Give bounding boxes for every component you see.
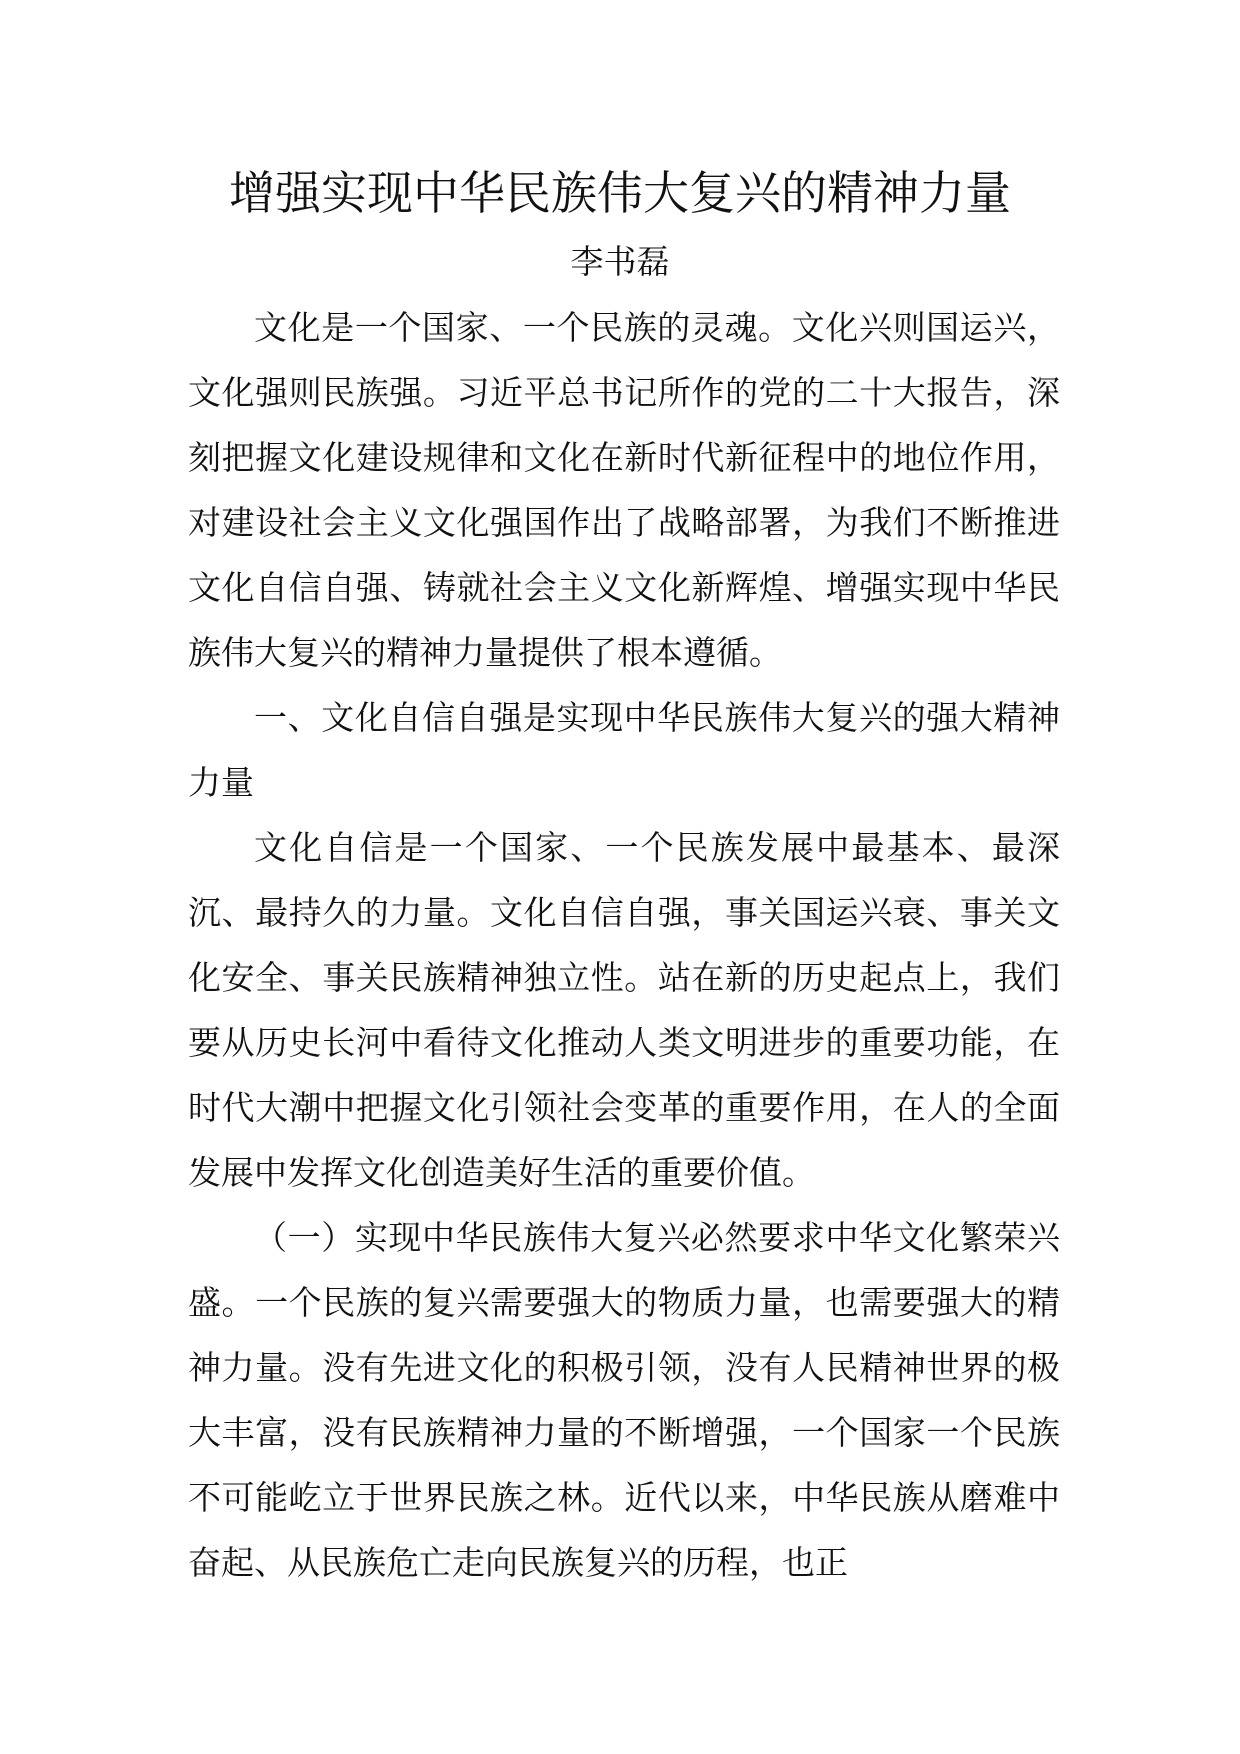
author-name: 李书磊 xyxy=(570,242,670,281)
paragraph-cultural-confidence: 文化自信是一个国家、一个民族发展中最基本、最深沉、最持久的力量。文化自信自强，事关国运兴衰、事关文化安全、事关民族精神独立性。站在新的历史起点上，我们要从历史长河中看待文化推动人类文明进步的重要功能，在时代大潮中把握文化引领社会变革的重要作用，在人的全面发展中发挥文化创造美好生活的重要价值。 xyxy=(188,828,1060,1192)
section-heading-1: 一、文化自信自强是实现中华民族伟大复兴的强大精神力量 xyxy=(188,698,1060,802)
paragraph-subsection-1: （一）实现中华民族伟大复兴必然要求中华文化繁荣兴盛。一个民族的复兴需要强大的物质力量，也需要强大的精神力量。没有先进文化的积极引领，没有人民精神世界的极大丰富，没有民族精神力量的不断增强，一个国家一个民族不可能屹立于世界民族之林。近代以来，中华民族从磨难中奋起、从民族危亡走向民族复兴的历程，也正 xyxy=(188,1218,1060,1582)
paragraph-intro: 文化是一个国家、一个民族的灵魂。文化兴则国运兴，文化强则民族强。习近平总书记所作的党的二十大报告，深刻把握文化建设规律和文化在新时代新征程中的地位作用，对建设社会主义文化强国作出了战略部署，为我们不断推进文化自信自强、铸就社会主义文化新辉煌、增强实现中华民族伟大复兴的精神力量提供了根本遵循。 xyxy=(188,308,1060,672)
article-body xyxy=(188,295,1060,1595)
page-title: 增强实现中华民族伟大复兴的精神力量 xyxy=(229,166,1011,220)
